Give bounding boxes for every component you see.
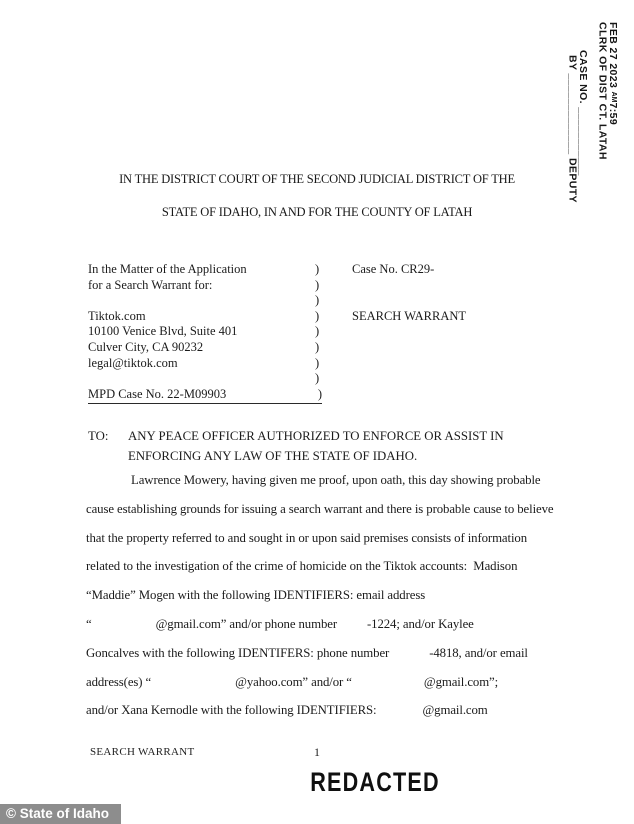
text-segment: address(es) “ — [86, 674, 152, 689]
paragraph-line — [86, 696, 566, 725]
caption-paren: ) — [315, 324, 320, 339]
warrant-body-paragraph — [86, 466, 566, 725]
mpd-underline — [88, 387, 322, 405]
stamp-date: FEB 27 2023 — [607, 22, 619, 89]
caption-row — [88, 278, 466, 294]
page-number: 1 — [314, 745, 320, 759]
mpd-case-number: MPD Case No. 22-M09903 — [88, 386, 227, 401]
stamp-case-no-line: CASE NO. ___________ — [577, 50, 589, 176]
text-segment: -4818, and/or email — [429, 645, 528, 660]
caption-paren: ) — [315, 277, 320, 292]
text-segment: cause establishing grounds for issuing a search warrant and there is probable cause to believe — [86, 501, 554, 516]
redacted-stamp: REDACTED — [310, 767, 440, 797]
paragraph-line — [86, 610, 566, 639]
respondent-name: Tiktok.com — [88, 308, 146, 323]
caption-paren: ) — [315, 262, 320, 276]
paragraph-line — [86, 581, 566, 610]
caption-paren: ) — [315, 355, 320, 370]
stamp-meridiem: AM — [610, 91, 617, 103]
paragraph-line — [86, 524, 566, 553]
text-segment: @gmail.com”; — [423, 674, 499, 689]
caption-left-text: In the Matter of the Application — [88, 262, 247, 276]
text-segment: Lawrence Mowery, having given me proof, upon oath, this day showing probable — [131, 473, 541, 487]
text-segment: that the property referred to and sought in or upon said premises consists of information — [86, 530, 528, 545]
state-watermark: © State of Idaho — [0, 804, 121, 824]
court-title-line1: IN THE DISTRICT COURT OF THE SECOND JUDICIAL DISTRICT OF THE — [119, 172, 515, 186]
caption-paren: ) — [315, 371, 320, 386]
text-segment: -1224; and/or Kaylee — [367, 616, 474, 631]
to-label: TO: — [88, 429, 109, 443]
text-segment: related to the investigation of the crime of homicide on the Tiktok accounts: Madison — [86, 559, 518, 574]
stamp-time: 7:59 — [607, 102, 619, 126]
caption-block — [88, 262, 466, 404]
footer-doc-label: SEARCH WARRANT — [90, 746, 195, 758]
stamp-clerk-line: CLRK OF DIST CT. LATAH — [596, 22, 609, 160]
caption-row — [88, 309, 466, 325]
court-title — [0, 163, 634, 229]
paragraph-line — [86, 466, 566, 495]
to-line1: ANY PEACE OFFICER AUTHORIZED TO ENFORCE OR ASSIST IN — [128, 429, 504, 443]
caption-row — [88, 371, 466, 387]
paragraph-line — [86, 495, 566, 524]
paragraph-line — [86, 639, 566, 668]
caption-row — [88, 340, 466, 356]
document-type-label: SEARCH WARRANT — [352, 308, 467, 323]
paragraph-line — [86, 668, 566, 697]
text-segment: @yahoo.com” and/or “ — [235, 674, 352, 689]
text-segment: @gmail.com” and/or phone number — [155, 616, 337, 631]
caption-row — [88, 324, 466, 340]
caption-paren: ) — [315, 308, 320, 323]
text-segment: “ — [86, 616, 92, 631]
caption-left-text: for a Search Warrant for: — [88, 277, 213, 292]
respondent-address: 10100 Venice Blvd, Suite 401 — [88, 324, 238, 339]
caption-row-mpd — [88, 387, 466, 405]
caption-row — [88, 293, 466, 309]
text-segment: @gmail.com — [422, 703, 488, 718]
to-lines — [128, 426, 504, 466]
to-line2: ENFORCING ANY LAW OF THE STATE OF IDAHO. — [128, 449, 418, 463]
caption-paren: ) — [315, 293, 320, 308]
caption-paren: ) — [317, 386, 322, 401]
court-title-line2: STATE OF IDAHO, IN AND FOR THE COUNTY OF LATAH — [161, 205, 473, 219]
paragraph-line — [86, 552, 566, 581]
respondent-email: legal@tiktok.com — [88, 355, 178, 370]
caption-row — [88, 356, 466, 372]
stamp-by-deputy-line: BY _____________ DEPUTY — [566, 55, 579, 203]
case-number: Case No. CR29- — [352, 262, 435, 276]
respondent-city: Culver City, CA 90232 — [88, 339, 204, 354]
caption-paren: ) — [315, 339, 320, 354]
caption-left-text — [88, 293, 315, 309]
caption-row — [88, 262, 466, 278]
text-segment: Goncalves with the following IDENTIFERS: phone number — [86, 645, 390, 660]
text-segment: and/or Xana Kernodle with the following IDENTIFIERS: — [86, 703, 377, 718]
to-block — [88, 426, 504, 466]
text-segment: “Maddie” Mogen with the following IDENTIFIERS: email address — [86, 588, 426, 603]
